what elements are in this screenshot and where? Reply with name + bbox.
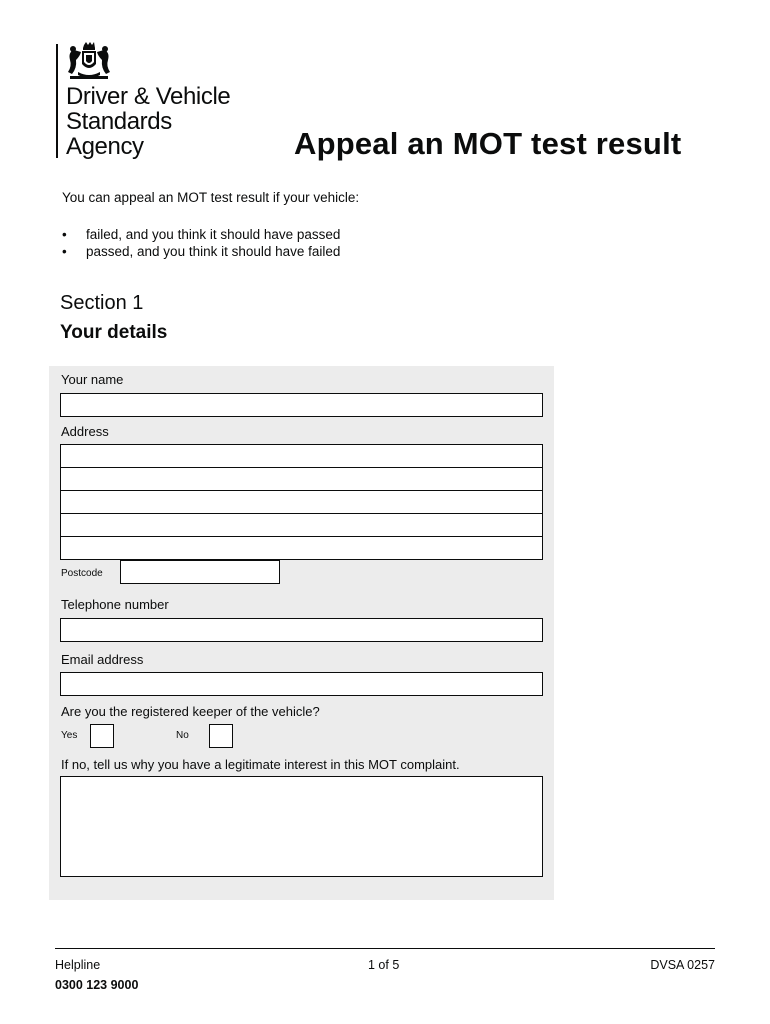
email-label: Email address [61,652,144,667]
interest-textarea[interactable] [60,776,543,877]
agency-name-line-2: Standards [66,108,172,135]
page-title: Appeal an MOT test result [294,126,682,161]
address-line-1-field[interactable] [60,444,543,468]
helpline-number: 0300 123 9000 [55,978,139,992]
list-item: • failed, and you think it should have passed [62,227,341,242]
list-item: • passed, and you think it should have failed [62,244,341,259]
royal-crest-icon [64,42,114,84]
keeper-no-checkbox[interactable] [209,724,233,748]
page-number: 1 of 5 [368,958,400,972]
postcode-field[interactable] [120,560,280,584]
intro-text: You can appeal an MOT test result if your vehicle: [62,190,360,205]
agency-name-line-1: Driver & Vehicle [66,83,231,110]
no-label: No [176,730,189,741]
keeper-question: Are you the registered keeper of the vehicle? [61,704,320,719]
phone-field[interactable] [60,618,543,642]
form-code: DVSA 0257 [650,958,715,972]
agency-name-line-3: Agency [66,133,144,160]
phone-label: Telephone number [61,597,169,612]
interest-label: If no, tell us why you have a legitimate interest in this MOT complaint. [61,757,460,772]
address-line-5-field[interactable] [60,536,543,560]
section-title: Your details [60,322,168,343]
email-field[interactable] [60,672,543,696]
bullet-icon: • [62,227,67,242]
address-line-3-field[interactable] [60,490,543,514]
address-line-2-field[interactable] [60,467,543,491]
address-label: Address [61,424,109,439]
footer-divider [55,948,715,949]
address-line-4-field[interactable] [60,513,543,537]
helpline-label: Helpline [55,958,101,972]
agency-name [66,84,230,159]
logo-divider [56,44,58,158]
criteria-list [62,226,340,260]
section-number: Section 1 [60,292,144,314]
name-label: Your name [61,372,124,387]
yes-label: Yes [61,730,78,741]
postcode-label: Postcode [61,568,103,579]
bullet-icon: • [62,244,67,259]
name-field[interactable] [60,393,543,417]
keeper-yes-checkbox[interactable] [90,724,114,748]
